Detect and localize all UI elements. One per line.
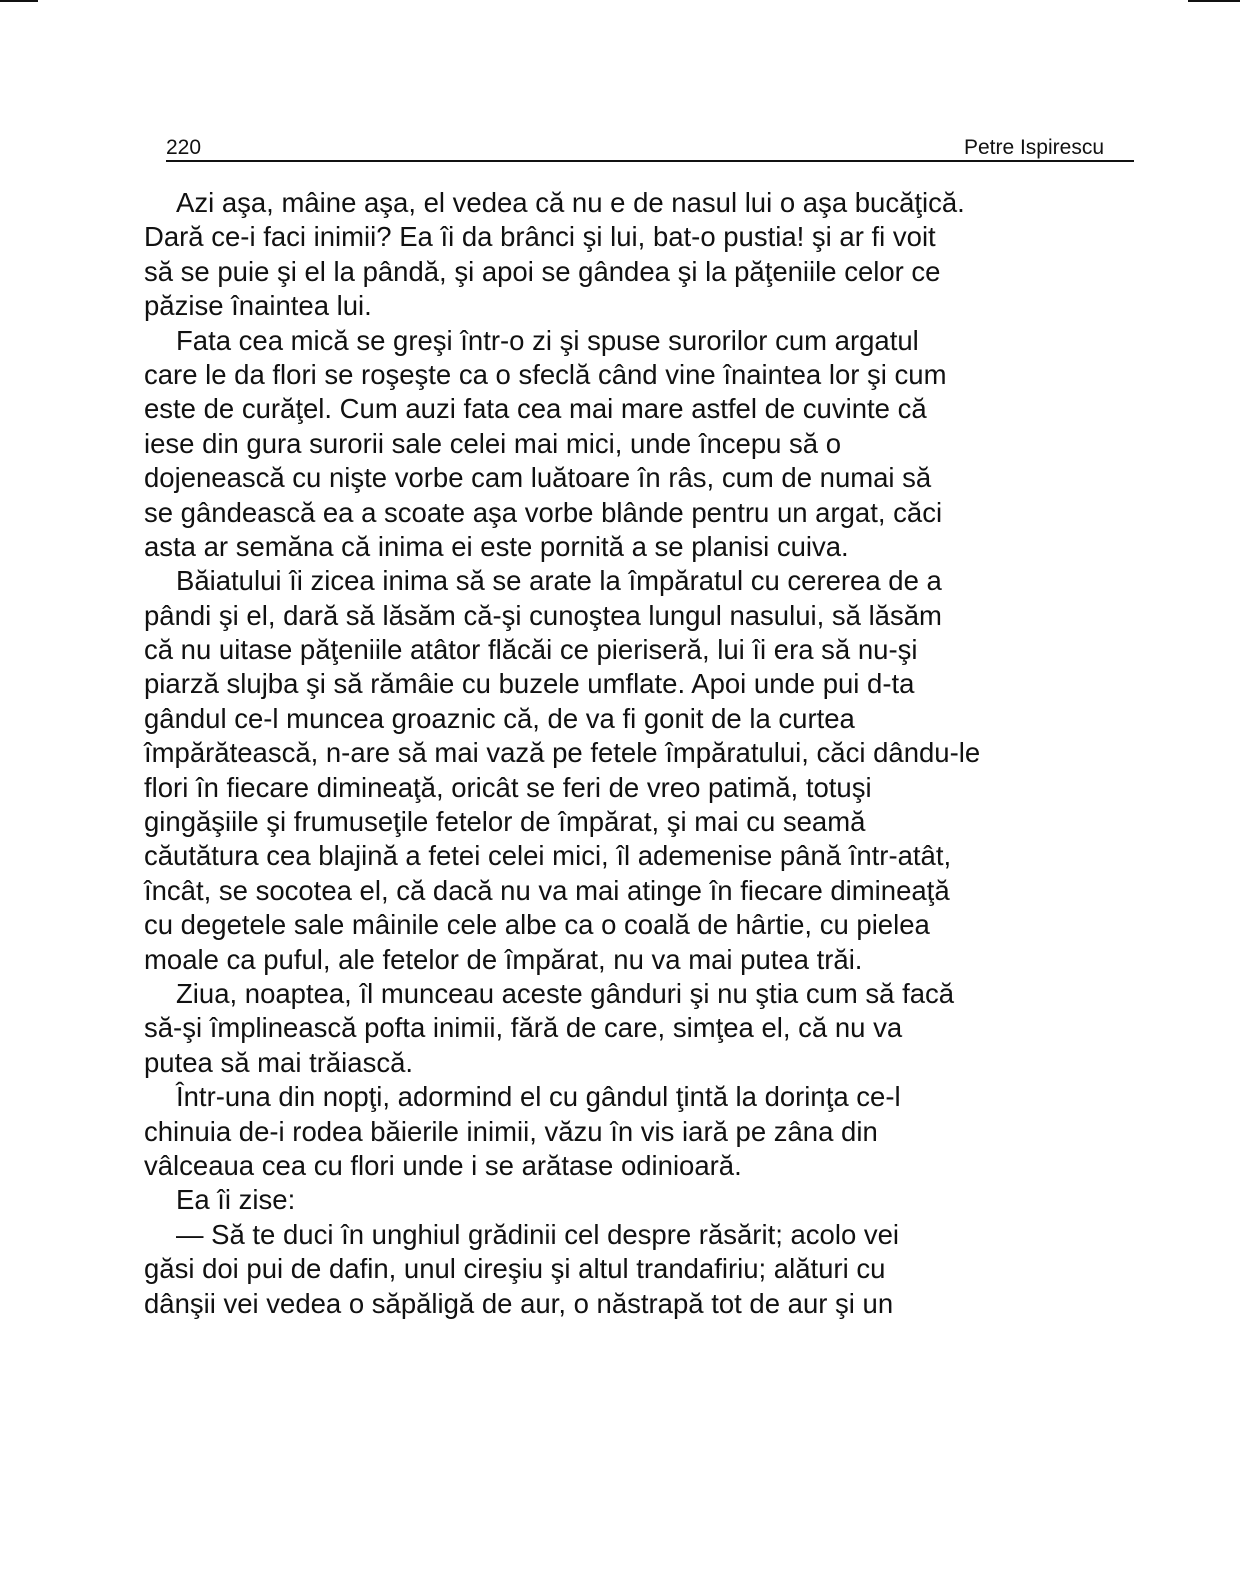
text-line: flori în fiecare dimineaţă, oricât se feri de vreo patimă, totuşi bbox=[144, 771, 872, 803]
text-line: căutătura cea blajină a fetei celei mici, îl ademenise până într-atât, bbox=[144, 840, 952, 872]
text-line: împărătească, n-are să mai vază pe fetele împăratului, căci dându-le bbox=[144, 737, 981, 769]
text-line: Dară ce-i faci inimii? Ea îi da brânci şi lui, bat-o pustia! şi ar fi voit bbox=[144, 221, 936, 253]
text-line: Ea îi zise: bbox=[176, 1184, 296, 1216]
page-number: 220 bbox=[166, 136, 202, 159]
text-line: să-şi împlinească pofta inimii, fără de care, simţea el, că nu va bbox=[144, 1012, 903, 1044]
text-line: pândi şi el, dară să lăsăm că-şi cunoştea lungul nasului, să lăsăm bbox=[144, 599, 942, 631]
text-line: găsi doi pui de dafin, unul cireşiu şi altul trandafiriu; alături cu bbox=[144, 1253, 886, 1285]
author-name: Petre Ispirescu bbox=[963, 136, 1104, 159]
text-line: Într-una din nopţi, adormind el cu gândul ţintă la dorinţa ce-l bbox=[176, 1081, 901, 1113]
text-line: încât, se socotea el, că dacă nu va mai atinge în fiecare dimineaţă bbox=[144, 874, 950, 906]
text-line: cu degetele sale mâinile cele albe ca o coală de hârtie, cu pielea bbox=[144, 909, 930, 941]
text-line: piarză slujba şi să rămâie cu buzele umflate. Apoi unde pui d-ta bbox=[144, 668, 915, 700]
text-line: Băiatului îi zicea inima să se arate la împăratul cu cererea de a bbox=[176, 565, 942, 597]
text-line: vâlceaua cea cu flori unde i se arătase odinioară. bbox=[144, 1149, 742, 1181]
crop-mark-right bbox=[1188, 0, 1240, 2]
text-line: Fata cea mică se greşi într-o zi şi spuse surorilor cum argatul bbox=[176, 324, 919, 356]
text-line: Azi aşa, mâine aşa, el vedea că nu e de nasul lui o aşa bucăţică. bbox=[176, 187, 965, 218]
body-text bbox=[144, 186, 1064, 1321]
text-line: putea să mai trăiască. bbox=[144, 1046, 414, 1078]
text-line: dojenească cu nişte vorbe cam luătoare în râs, cum de numai să bbox=[144, 462, 932, 494]
text-line: că nu uitase păţeniile atâtor flăcăi ce pieriseră, lui îi era să nu-şi bbox=[144, 634, 918, 666]
running-header bbox=[166, 136, 1134, 162]
text-line: care le da flori se roşeşte ca o sfeclă când vine înaintea lor şi cum bbox=[144, 358, 947, 390]
text-line: — Să te duci în unghiul grădinii cel despre răsărit; acolo vei bbox=[176, 1218, 900, 1250]
text-line: să se puie şi el la pândă, şi apoi se gândea şi la păţeniile celor ce bbox=[144, 255, 941, 287]
text-line: chinuia de-i rodea băierile inimii, văzu în vis iară pe zâna din bbox=[144, 1115, 878, 1147]
text-line: este de curăţel. Cum auzi fata cea mai mare astfel de cuvinte că bbox=[144, 393, 927, 425]
crop-mark-left bbox=[0, 0, 38, 2]
text-line: moale ca puful, ale fetelor de împărat, nu va mai putea trăi. bbox=[144, 943, 863, 975]
text-line: dânşii vei vedea o săpăligă de aur, o năstrapă tot de aur şi un bbox=[144, 1287, 894, 1319]
text-line: Ziua, noaptea, îl munceau aceste gânduri şi nu ştia cum să facă bbox=[176, 977, 955, 1009]
text-line: asta ar semăna că inima ei este pornită a se planisi cuiva. bbox=[144, 530, 849, 562]
text-line: se gândească ea a scoate aşa vorbe blânde pentru un argat, căci bbox=[144, 496, 943, 528]
text-line: gingăşiile şi frumuseţile fetelor de împărat, şi mai cu seamă bbox=[144, 806, 866, 838]
text-line: iese din gura surorii sale celei mai mici, unde începu să o bbox=[144, 427, 842, 459]
text-line: păzise înaintea lui. bbox=[144, 290, 372, 322]
text-line: gândul ce-l muncea groaznic că, de va fi gonit de la curtea bbox=[144, 702, 855, 734]
